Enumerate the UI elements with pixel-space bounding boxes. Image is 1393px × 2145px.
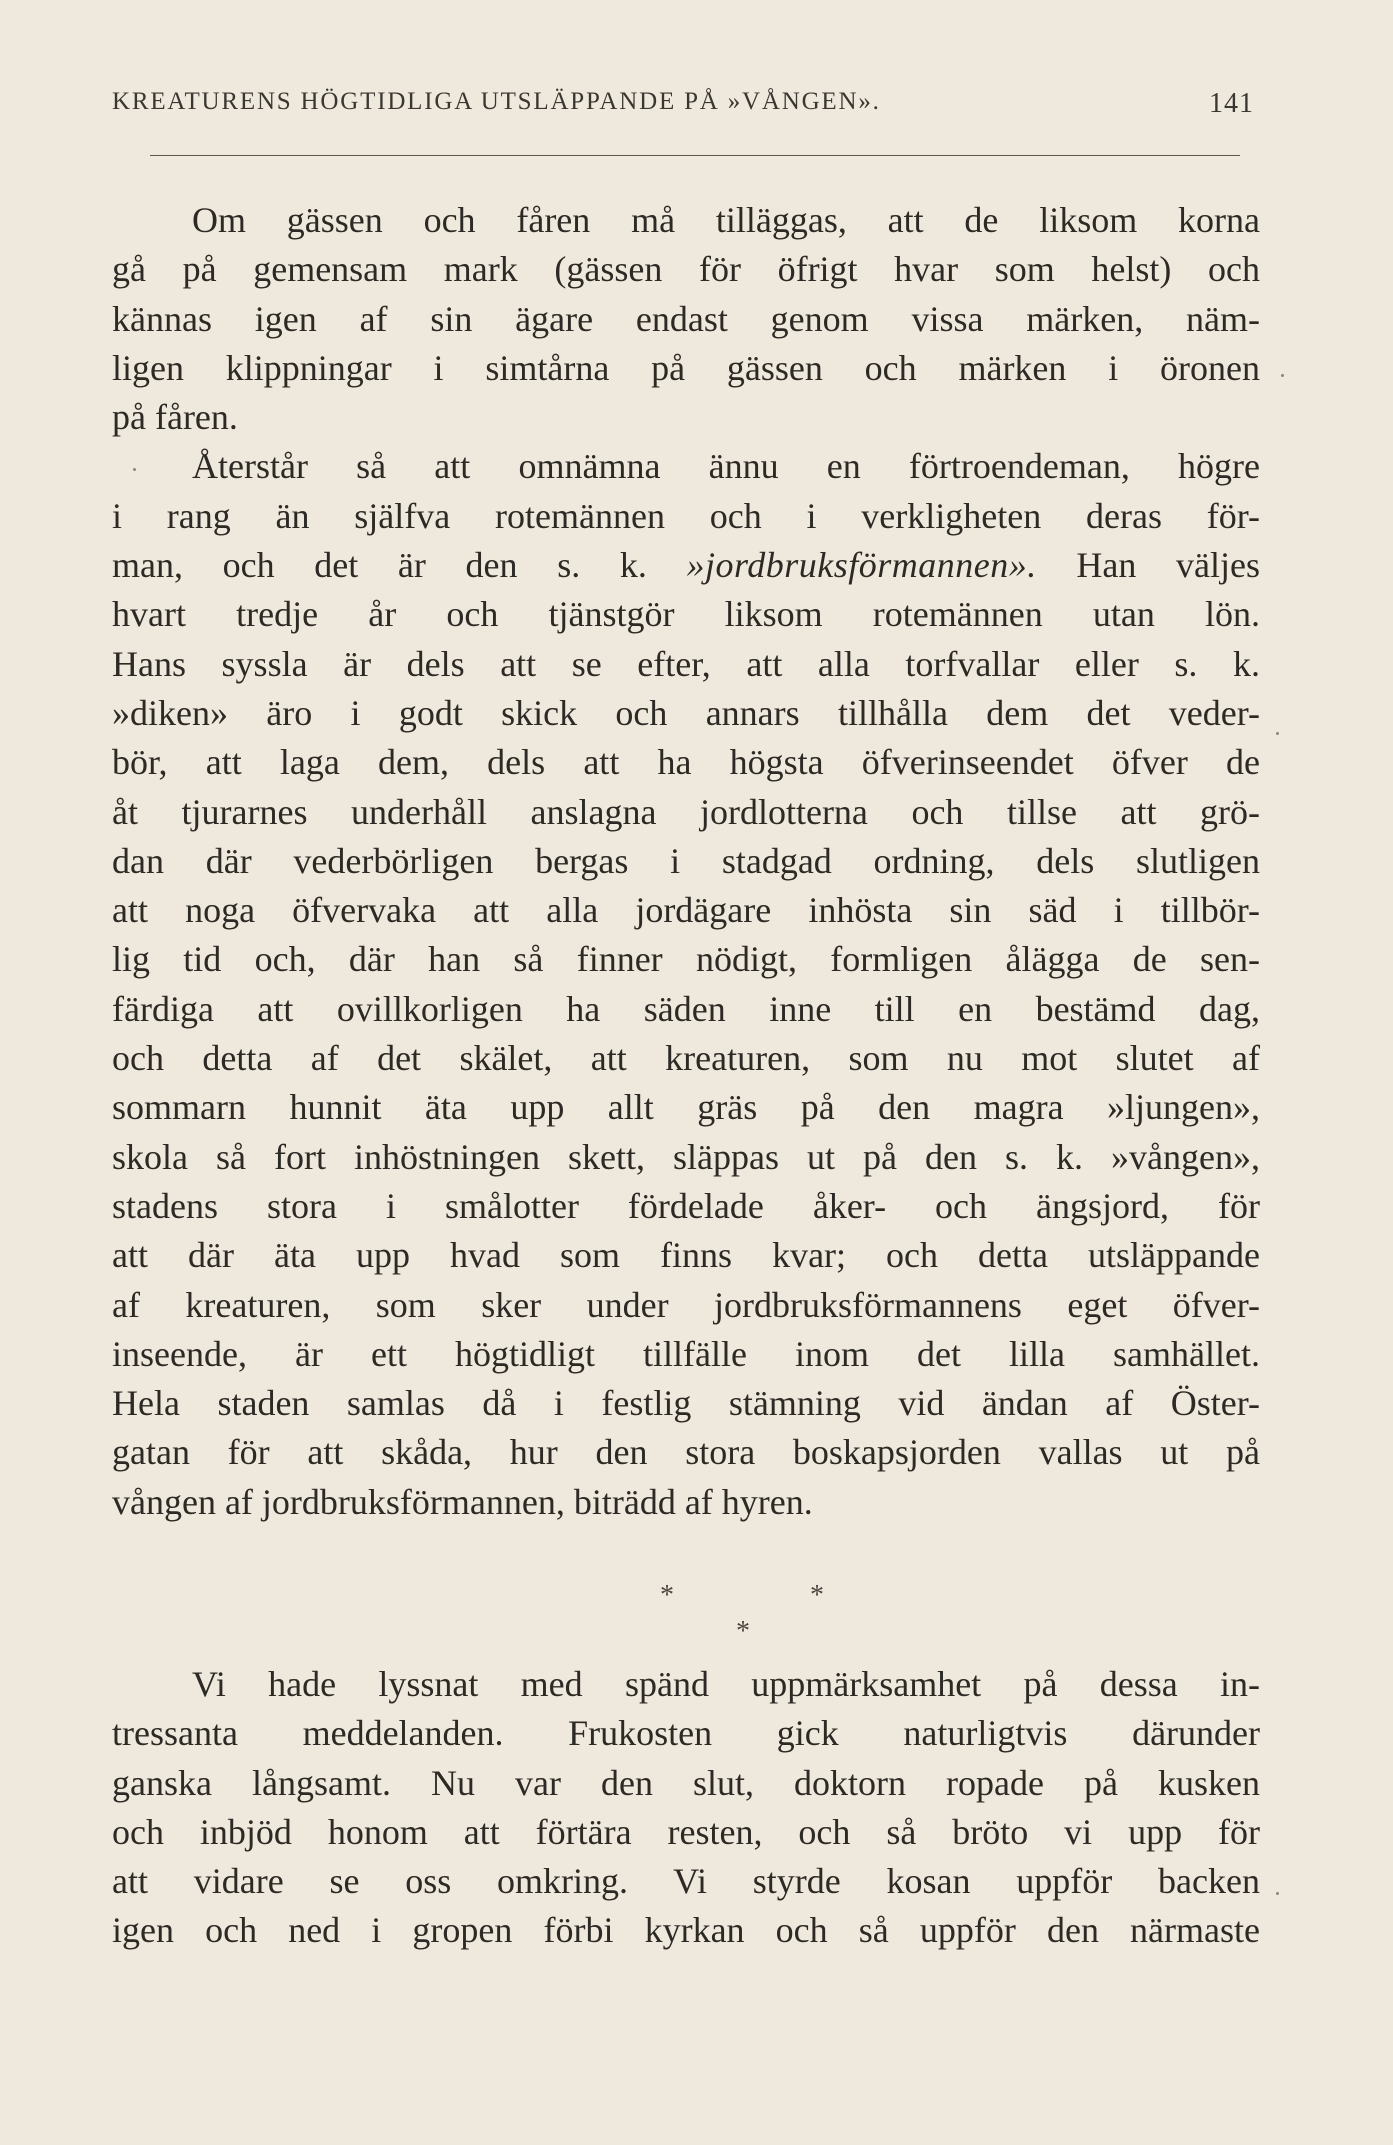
text-line: dan där vederbörligen bergas i stadgad ordning, dels slutligen (112, 840, 1260, 881)
asterisk: * (736, 1616, 750, 1647)
text-line: Hans syssla är dels att se efter, att alla torfvallar eller s. k. (112, 643, 1260, 684)
text-line: »diken» äro i godt skick och annars tillhålla dem det veder- (112, 692, 1260, 733)
book-page (112, 0, 1260, 2145)
paper-speck (1276, 1892, 1279, 1895)
text-line: Hela staden samlas då i festlig stämning vid ändan af Öster- (112, 1383, 1260, 1424)
text-line: och detta af det skälet, att kreaturen, som nu mot slutet af (112, 1038, 1260, 1079)
paper-speck (133, 468, 136, 471)
text-line: Återstår så att omnämna ännu en förtroendeman, högre (192, 446, 1260, 487)
emphasized-term: »jordbruksförmannen». (686, 545, 1037, 586)
text-line: skola så fort inhöstningen skett, släppas ut på den s. k. »vången», (112, 1136, 1260, 1177)
text-line-with-emphasis (112, 541, 1260, 590)
text-line: tressanta meddelanden. Frukosten gick naturligtvis därunder (112, 1713, 1260, 1754)
text-line: kännas igen af sin ägare endast genom vissa märken, näm- (112, 298, 1260, 339)
text-line: inseende, är ett högtidligt tillfälle inom det lilla samhället. (112, 1333, 1260, 1374)
asterisk: * (810, 1580, 824, 1611)
text-line: ligen klippningar i simtårna på gässen och märken i öronen (112, 347, 1260, 388)
text-fragment: man, och det är den s. k. (112, 545, 687, 586)
continued-text (112, 1660, 1260, 1956)
text-line: igen och ned i gropen förbi kyrkan och så uppför den närmaste (112, 1910, 1260, 1951)
paper-speck (1276, 732, 1279, 735)
text-line: lig tid och, där han så finner nödigt, formligen ålägga de sen- (112, 939, 1260, 980)
text-line: att vidare se oss omkring. Vi styrde kosan uppför backen (112, 1861, 1260, 1902)
paper-speck (1281, 374, 1284, 377)
text-line: vången af jordbruksförmannen, biträdd af hyren. (112, 1481, 813, 1522)
text-fragment: Han väljes (1036, 545, 1260, 586)
text-line: på fåren. (112, 397, 238, 438)
text-line: att där äta upp hvad som finns kvar; och detta utsläppande (112, 1235, 1260, 1276)
text-line: Vi hade lyssnat med spänd uppmärksamhet på dessa in- (192, 1664, 1260, 1704)
text-line: att noga öfvervaka att alla jordägare inhösta sin säd i tillbör- (112, 890, 1260, 931)
text-line: åt tjurarnes underhåll anslagna jordlotterna och tillse att grö- (112, 791, 1260, 832)
text-line: i rang än själfva rotemännen och i verkligheten deras för- (112, 495, 1260, 536)
text-line: Om gässen och fåren må tilläggas, att de liksom korna (192, 200, 1260, 240)
page-number: 141 (1209, 88, 1254, 119)
header-rule (150, 155, 1240, 156)
text-line: och inbjöd honom att förtära resten, och så bröto vi upp för (112, 1811, 1260, 1852)
text-line: gå på gemensam mark (gässen för öfrigt hvar som helst) och (112, 249, 1260, 290)
text-line: ganska långsamt. Nu var den slut, doktorn ropade på kusken (112, 1762, 1260, 1803)
text-line: gatan för att skåda, hur den stora boskapsjorden vallas ut på (112, 1432, 1260, 1473)
running-title: KREATURENS HÖGTIDLIGA UTSLÄPPANDE PÅ »VÅNGEN». (112, 88, 881, 115)
running-head (112, 88, 1260, 128)
text-line: stadens stora i smålotter fördelade åker- och ängsjord, för (112, 1185, 1260, 1226)
asterisk: * (660, 1580, 674, 1611)
main-text (112, 196, 1260, 1527)
text-line: af kreaturen, som sker under jordbruksförmannens eget öfver- (112, 1284, 1260, 1325)
text-line: färdiga att ovillkorligen ha säden inne till en bestämd dag, (112, 988, 1260, 1029)
section-separator (112, 1570, 1260, 1650)
text-line: hvart tredje år och tjänstgör liksom rotemännen utan lön. (112, 594, 1260, 635)
text-line: sommarn hunnit äta upp allt gräs på den magra »ljungen», (112, 1087, 1260, 1128)
text-line: bör, att laga dem, dels att ha högsta öfverinseendet öfver de (112, 742, 1260, 783)
